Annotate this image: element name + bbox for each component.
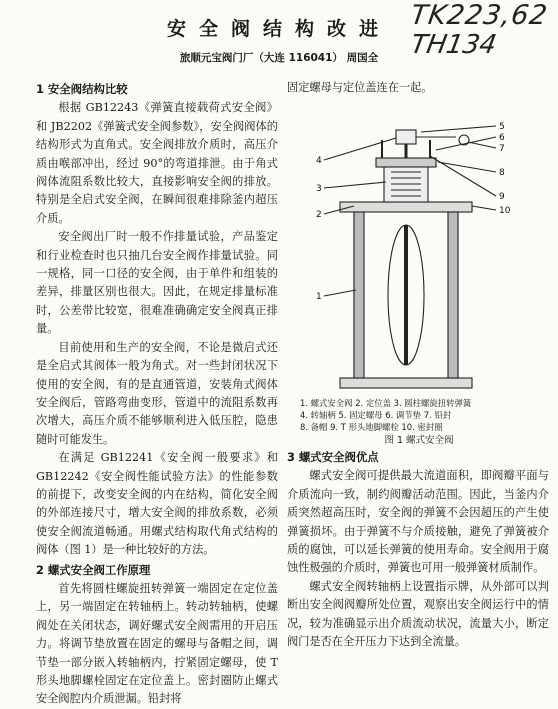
fig-label-3: 3 (316, 184, 322, 194)
right-column-top (287, 79, 549, 97)
paragraph: 螺式安全阀转轴柄上设置指示牌，从外部可以判断出安全阀阀瓣所处位置，观察出安全阀运行中的情况，较为准确显示出介质流动状况，流量大小，断定阀门是否在全开压力下达到全流量。 (287, 579, 549, 649)
left-column (36, 79, 278, 709)
author-line: 旅顺元宝阀门厂（大连 116041） 周国全 (179, 52, 379, 64)
fig-label-10: 10 (499, 206, 511, 216)
top-flange (340, 202, 472, 212)
figure-caption: 图 1 螺式安全阀 (384, 435, 454, 446)
paragraph: 螺式安全阀可提供最大流道面积，即阀瓣平面与介质流向一致，制约阀瓣活动范围。因此，当釜内介质突然超高压时，安全阀的弹簧不会因超压的产生使弹簧损坏。由于弹簧不与介质接触，避免了弹簧被介质的腐蚀，可以延长弹簧的使用寿命。安全阀用于腐蚀性极强的介质时，弹簧也可用一般弹簧材质制作。 (287, 469, 549, 575)
legend-row: 1. 螺式安全阀 2. 定位盖 3. 圆柱螺旋扭转弹簧 (300, 398, 472, 408)
fig-label-2: 2 (316, 210, 322, 220)
fig-label-8: 8 (499, 168, 505, 178)
figure-legend (300, 397, 538, 433)
section-1-heading: 1 安全阀结构比较 (36, 82, 128, 96)
fig-label-7: 7 (499, 144, 505, 154)
paragraph: 目前使用和生产的安全阀，不论是微启式还是全启式其阀体一般为角式。对一些封闭状况下使用的安全阀，有的是直通管道，安装角式阀体安全阀后，管路弯曲变形，管道中的流阻系数再次增大，高压介质不能够顺利进入低压腔，隐患随时可能发生。 (36, 340, 278, 446)
handwritten-note: TK223,62 (409, 0, 551, 31)
shaft-handle (396, 130, 416, 144)
fig-label-9: 9 (499, 192, 505, 202)
bottom-flange (340, 378, 472, 388)
legend-row: 4. 转轴柄 5. 固定螺母 6. 调节垫 7. 铅封 (300, 410, 452, 420)
fig-label-4: 4 (316, 156, 322, 166)
section-3-heading: 3 螺式安全阀优点 (287, 450, 379, 464)
legend-row: 8. 备帽 9. T 形头地脚螺栓 10. 密封圈 (300, 422, 443, 432)
paragraph: 首先将圆柱螺旋扭转弹簧一端固定在定位盖上，另一端固定在转轴柄上。转动转轴柄，使螺阀处在关闭状态，调好螺式安全阀需用的开启压力。将调节垫放置在固定的螺母与备帽之间，调节垫一部分嵌入转轴柄内，拧紧固定螺母，使 T 形头地脚螺栓固定在定位盖上。密封圈防止螺式安全阀腔内介质泄漏。铅封将 (36, 581, 278, 706)
section-2-heading: 2 螺式安全阀工作原理 (36, 562, 151, 577)
right-column-bottom (287, 447, 549, 651)
article-title: 安全阀结构改进 (166, 18, 391, 40)
fig-label-6: 6 (499, 133, 505, 143)
paragraph: 在满足 GB12241《安全阀一般要求》和 GB12242《安全阀性能试验方法》的性能参数的前提下，改变安全阀的内在结构，简化安全阀的外部连接尺寸，增大安全阀的排放系数，必须使安全阀流道畅通。用螺式结构取代角式结构的阀体（图 1）是一种比较好的方法。 (36, 451, 278, 557)
valve-figure (296, 110, 536, 395)
paragraph-continued: 固定螺母与定位盖连在一起。 (287, 81, 433, 94)
handwritten-note-2: TH134 (408, 30, 499, 60)
fig-label-1: 1 (316, 292, 322, 302)
paragraph: 根据 GB12243《弹簧直接载荷式安全阀》和 JB2202《弹簧式安全阀参数》，安全阀阀体的结构形式为直角式。安全阀排放介质时，高压介质由喉部冲出，经过 90°的弯道排泄。由于角式阀体流阻系数比较大，直接影响安全阀的排放。特别是全启式安全阀，在瞬间很难排除釜内超压介质。 (36, 101, 278, 225)
paragraph: 安全阀出厂时一般不作排量试验，产品鉴定和行业检查时也只抽几台安全阀作排量试验。同一规格，同一口径的安全阀，由于单件和组装的差异，排量区别也很大。因此，在规定排量标准时，公差带比较宽，很难准确确定安全阀真正排量。 (36, 230, 278, 336)
fig-label-5: 5 (499, 122, 505, 132)
